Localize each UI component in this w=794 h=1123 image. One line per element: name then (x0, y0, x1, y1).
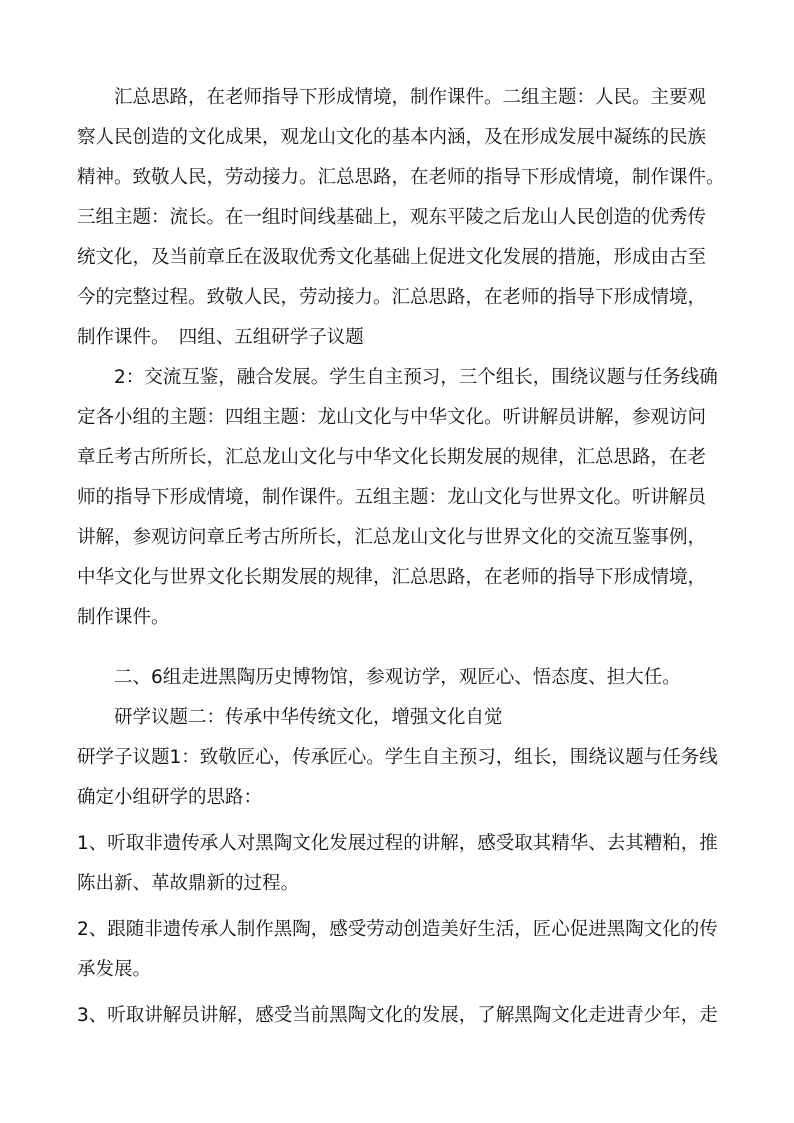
topic-heading: 研学议题二：传承中华传统文化，增强文化自觉 (114, 707, 503, 728)
paragraph-line: 2：交流互鉴，融合发展。学生自主预习，三个组长，围绕议题与任务线确 (114, 367, 718, 388)
paragraph-line: 今的完整过程。致敬人民，劳动接力。汇总思路，在老师的指导下形成情境， (77, 287, 707, 308)
paragraph-line: 讲解，参观访问章丘考古所所长，汇总龙山文化与世界文化的交流互鉴事例， (77, 527, 707, 548)
list-item: 3、听取讲解员讲解，感受当前黑陶文化的发展，了解黑陶文化走进青少年，走 (77, 1005, 718, 1026)
list-item: 1、听取非遗传承人对黑陶文化发展过程的讲解，感受取其精华、去其糟粕，推 (77, 833, 718, 854)
paragraph-line: 精神。致敬人民，劳动接力。汇总思路，在老师的指导下形成情境，制作课件。 (77, 167, 725, 188)
list-item: 2、跟随非遗传承人制作黑陶，感受劳动创造美好生活，匠心促进黑陶文化的传 (77, 919, 718, 940)
paragraph-line: 研学子议题1：致敬匠心，传承匠心。学生自主预习，组长，围绕议题与任务线 (77, 747, 718, 768)
paragraph-line: 制作课件。 (77, 607, 170, 628)
section-heading: 二、6组走进黑陶历史博物馆，参观访学，观匠心、悟态度、担大任。 (114, 667, 681, 688)
paragraph-line: 制作课件。 四组、五组研学子议题 (77, 327, 364, 348)
paragraph-line: 确定小组研学的思路： (77, 787, 263, 808)
paragraph-line: 定各小组的主题：四组主题：龙山文化与中华文化。听讲解员讲解，参观访问 (77, 407, 707, 428)
list-item: 陈出新、革故鼎新的过程。 (77, 873, 300, 894)
paragraph-line: 师的指导下形成情境，制作课件。五组主题：龙山文化与世界文化。听讲解员 (77, 487, 707, 508)
paragraph-line: 察人民创造的文化成果，观龙山文化的基本内涵，及在形成发展中凝练的民族 (77, 127, 707, 148)
paragraph-line: 统文化，及当前章丘在汲取优秀文化基础上促进文化发展的措施，形成由古至 (77, 247, 707, 268)
paragraph-line: 汇总思路，在老师指导下形成情境，制作课件。二组主题：人民。主要观 (114, 87, 707, 108)
paragraph-line: 中华文化与世界文化长期发展的规律，汇总思路，在老师的指导下形成情境， (77, 567, 707, 588)
paragraph-line: 章丘考古所所长，汇总龙山文化与中华文化长期发展的规律，汇总思路，在老 (77, 447, 707, 468)
list-item: 承发展。 (77, 959, 152, 980)
paragraph-line: 三组主题：流长。在一组时间线基础上，观东平陵之后龙山人民创造的优秀传 (77, 207, 707, 228)
